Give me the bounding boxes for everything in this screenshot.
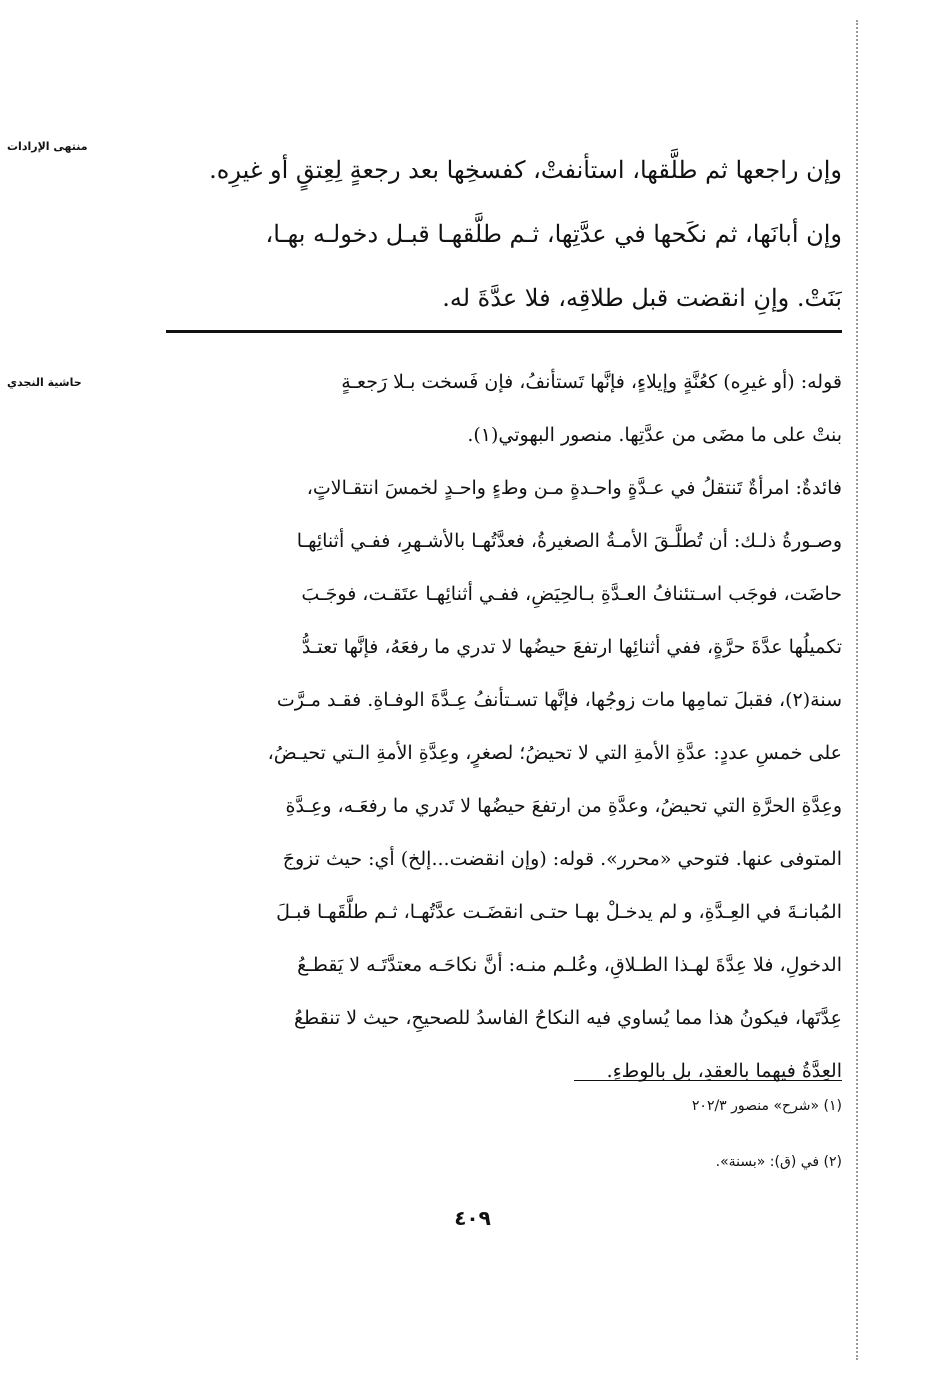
commentary-line: فائدةٌ: امرأةٌ تَنتقلُ في عـدَّةٍ واحـدةٍ مـن وطءٍ واحـدٍ لخمسَ انتقـالاتٍ،: [306, 477, 842, 499]
main-text-block: [162, 138, 842, 330]
margin-label-main-text: منتهى الإرادات: [7, 140, 88, 153]
commentary-line: العِدَّةُ فيهما بالعقدِ، بل بالوطءِ.: [606, 1060, 842, 1082]
commentary-line: تكميلُها عدَّةَ حرَّةٍ، ففي أثنائِها ارتفعَ حيضُها لا تدري ما رفعَهُ، فإنَّها تعتـدُّ: [301, 636, 842, 658]
commentary-line: قوله: (أو غيرِه) كعُنَّةٍ وإيلاءٍ، فإنَّها تَستأنفُ، فإن فَسخت بـلا رَجعـةٍ: [341, 371, 842, 393]
footnote-1: (١) «شرح» منصور ٢٠٢/٣: [691, 1098, 842, 1114]
page-number: ٤٠٩: [454, 1206, 491, 1230]
commentary-line: بنتْ على ما مضَى من عدَّتِها. منصور البهوتي(١).: [467, 424, 842, 446]
main-text-line: بَنَتْ. وإنِ انقضت قبل طلاقِه، فلا عدَّةَ له.: [442, 284, 842, 312]
commentary-text-block: [162, 356, 842, 1098]
commentary-line: وعِدَّةِ الحرَّةِ التي تحيضُ، وعدَّةِ من ارتفعَ حيضُها لا تَدري ما رفعَـه، وعِـدَّةِ: [285, 795, 842, 817]
commentary-line: سنة(٢)، فقبلَ تمامِها مات زوجُها، فإنَّها تسـتأنفُ عِـدَّةَ الوفـاةِ. فقـد مـرَّت: [276, 689, 842, 711]
commentary-line: على خمسِ عددٍ: عدَّةِ الأمةِ التي لا تحيضُ؛ لصغرٍ، وعِدَّةِ الأمةِ الـتي تحيـضُ،: [267, 742, 842, 764]
footnote-divider: [574, 1080, 842, 1081]
commentary-line: المتوفى عنها. فتوحي «محرر». قوله: (وإن انقضت...إلخ) أي: حيث تزوجَ: [282, 848, 842, 870]
commentary-line: حاضَت، فوجَب اسـتئنافُ العـدَّةِ بـالحِيَضِ، ففـي أثنائِهـا عتَقـت، فوجَـبَ: [301, 583, 842, 605]
footnote-2: (٢) في (ق): «بسنة».: [715, 1154, 842, 1170]
commentary-line: عِدَّتَها، فيكونُ هذا مما يُساوي فيه النكاحُ الفاسدُ للصحيحِ، حيث لا تنقطعُ: [293, 1007, 842, 1029]
commentary-line: وصـورةُ ذلـك: أن تُطلَّـقَ الأمـةُ الصغيرةُ، فعدَّتُهـا بالأشـهرِ، ففـي أثنائِهـا: [296, 530, 842, 552]
commentary-line: المُبانـةَ في العِـدَّةِ، و لم يدخـلْ بهـا حتـى انقضَـت عدَّتُهـا، ثـم طلَّقَهـا قبـلَ: [276, 901, 842, 923]
main-text-line: وإن راجعها ثم طلَّقها، استأنفتْ، كفسخِها بعد رجعةٍ لِعِتقٍ أو غيرِه.: [209, 156, 842, 184]
margin-label-commentary: حاشية النجدي: [7, 376, 82, 389]
commentary-line: الدخولِ، فلا عِدَّةَ لهـذا الطـلاقِ، وعُلـم منـه: أنَّ نكاحَـه معتدَّتَـه لا يَقطـعُ: [297, 954, 842, 976]
main-text-line: وإن أبانَها، ثم نكَحها في عدَّتِها، ثـم طلَّقهـا قبـل دخولـه بهـا،: [265, 220, 842, 248]
section-divider: [166, 330, 842, 333]
page-edge-dotted-line: [856, 20, 858, 1360]
